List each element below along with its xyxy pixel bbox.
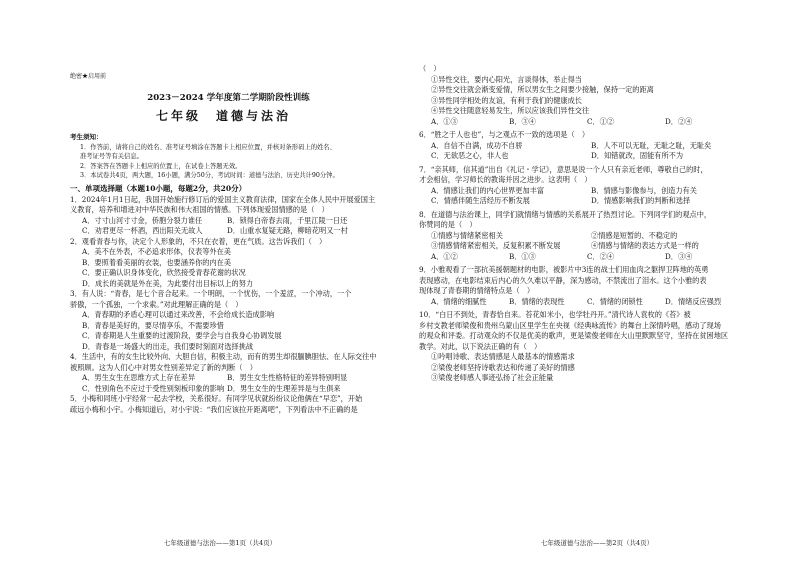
- option: A．情感让我们的内心世界更加丰富: [431, 185, 545, 195]
- option: D．青春是一场盛大的出走，我们要时刻面对选择挑战: [82, 341, 254, 351]
- option: B．锁得白帝春去雨，千里江陵一日还: [227, 215, 348, 225]
- option: B．情感与影像参与，创造力有关: [591, 185, 697, 195]
- question-7-cont: 才会相信，学习师长的教诲并因之进步。这表明（ ）: [419, 175, 592, 184]
- option: D．情绪反应强烈: [665, 296, 722, 306]
- statement-item: ②情感是短暂的、不稳定的: [591, 230, 678, 240]
- question-7-options: [419, 186, 766, 197]
- note-line: 3．本试卷共4页，两大题，16小题，满分50分，考试时间：道德与法治、历史共计90分钟。: [80, 172, 339, 179]
- question-1-cont: 义教育，培养和增进对中华民族和伟大祖国的情感。下列体现爱国情感的是（ ）: [70, 205, 329, 214]
- option: A．美不在外表，不必追求形体，仪表等外在美: [82, 247, 231, 256]
- question-5: 5．小梅和同班小宇经常一起去学校，关系很好。有同学见状就纷纷议论他俩在“早恋”，开始: [70, 394, 363, 403]
- question-8-cont: 你赞同的是（ ）: [419, 220, 477, 229]
- note-line: 2．答案答在答题卡上相应的位置上，在试卷上答题无效。: [80, 162, 242, 170]
- question-4: 4．生活中，有的女生比较外向、大胆自信，积极主动，而有的男生却很腼腆胆怯、在人际交往中: [70, 352, 377, 361]
- statement-item: ①异性交往，要内心阳光，言谈得体，举止得当: [431, 74, 582, 84]
- option: B．要照着看美丽的衣装，也要涵养你的内在美: [82, 257, 232, 267]
- question-8: 8．在道德与法治课上，同学们就情绪与情感的关系展开了热烈讨论。下列同学们的观点中，: [419, 209, 712, 219]
- question-10: 10．“白日不到处，青春恰自来。苔花如米小，也学牡丹开。”清代诗人袁枚的《苔》被: [419, 310, 691, 319]
- option: D．②④: [665, 116, 693, 126]
- note-line: 1．作答前，请将自己的姓名、准考证号填涂在答题卡上相应位置，并核对条形码上的姓名、: [80, 143, 336, 151]
- question-7: 7．“亲其师，信其道”出自《礼记・学记》，意思是说一个人只有亲近老师，尊敬自己的时，: [419, 164, 708, 174]
- option: A．①②: [431, 251, 458, 261]
- option: D．③④: [665, 251, 693, 261]
- option: B．①③: [509, 251, 536, 261]
- option: C．要正确认识身体变化，欣然接受青春花谢的状况: [82, 268, 246, 277]
- exam-year-title: 2023－2024 学年度第二学期阶段性训练: [147, 92, 310, 103]
- question-5-tail: （ ）: [419, 64, 441, 73]
- question-6: 6．“胜之于人也也”，与之观点不一致的选项是（ ）: [419, 130, 590, 139]
- question-1-options: [70, 226, 377, 237]
- question-9-cont: 表现感动，在电影结束后内心的久久难以平静，深为感动，不禁流出了泪水。这个小雅的表: [419, 275, 707, 285]
- option: A．青春期的矛盾心理可以通过来改善，不会给成长造成影响: [82, 310, 275, 319]
- exam-subject-title: 七年级 道德与法治: [155, 108, 291, 123]
- option: D．山重水复疑无路，柳暗花明又一村: [227, 226, 348, 235]
- statement-item: ①吟唱诗歌、表达情感是人最基本的情感需求: [431, 352, 575, 361]
- statement-item: ④异性交往随意轻易发生，所以应该我们异性交往: [431, 106, 590, 115]
- page-footer: 七年级道德与法治——第2页（共4页）: [540, 539, 654, 547]
- question-5-cont: 疏远小梅和小宇。小梅知道后，对小宇说：“我们应该拉开距离吧”，下列看法中不正确的是: [70, 404, 358, 414]
- option: C．情感伴随生活经历不断发展: [431, 196, 530, 205]
- question-10-cont: 的观众和评委。打动观众的不仅是优美的歌声，更是梁俊老师在大山里默默坚守，坚持在贫困地区: [419, 331, 729, 340]
- question-1: 1．2024年1月1日起，我国开始施行修订后的爱国主义教育法律，国家在全体人民中开展爱国主: [70, 194, 376, 204]
- question-10-cont: 乡村支教老师梁俊和贵州乌蒙山区里学生在央视《经典咏流传》的舞台上深情吟唱，感动了现场: [419, 320, 721, 330]
- option: C．性别角色不应过于受性别刻板印象的影响: [82, 383, 225, 393]
- question-6-options: [419, 151, 766, 162]
- question-8-statements: [419, 231, 766, 242]
- option: D．情感影响我们的判断和选择: [591, 196, 691, 205]
- question-9-cont: 现体现了青春期的情绪特点是（ ）: [419, 286, 535, 295]
- option: A．寸寸山河寸寸金，侨胞分裂力谁任: [82, 215, 203, 225]
- option: C．无欲恶之心，非人也: [431, 151, 509, 160]
- option: B．③④: [509, 116, 536, 126]
- question-3: 3．有人说：“青春，是七个音合起来。一个明朗，一个忧伤，一个羞涩，一个冲动，一个: [70, 289, 352, 298]
- question-4-options: [70, 384, 377, 395]
- option: B．情绪的表现性: [509, 296, 565, 306]
- question-10-cont: 教学。对此，以下说法正确的有（ ）: [419, 341, 542, 351]
- statement-item: ②梁俊老师坚持诗歌表达和传递了美好的情感: [431, 362, 575, 372]
- page-2: [397, 0, 794, 561]
- secret-label: 绝密★启用前: [70, 73, 107, 80]
- question-8-statements: [419, 241, 766, 252]
- option: B．青春是美好的，要尽情享乐，不需要珍惜: [82, 320, 224, 330]
- option: A．①③: [431, 116, 458, 126]
- question-6-options: [419, 141, 766, 152]
- question-7-options: [419, 196, 766, 207]
- option: D．成长的美就是外在美，为此要付出目标以上的努力: [82, 278, 254, 288]
- option: B．男生女生性格特征的差异特别明显: [227, 373, 348, 382]
- question-4-options: [70, 373, 377, 384]
- option: D．知错就改，固能有所不为: [591, 151, 684, 160]
- question-5-options: [419, 117, 766, 128]
- statement-item: ③情感情绪紧密相关，反复积累不断发展: [431, 241, 561, 250]
- option: C．②④: [587, 251, 615, 261]
- option: B．人不可以无耻，无耻之耻，无耻矣: [591, 140, 712, 150]
- question-8-options: [419, 252, 766, 263]
- option: D．男生女生的生理差异是与生俱来: [227, 383, 341, 393]
- statement-item: ①情感与情绪紧密相关: [431, 230, 503, 240]
- statement-item: ④情感与情绪的表达方式是一样的: [591, 241, 699, 250]
- question-2: 2．观看青春与你，决定个人形象的，不只在衣着，更在气质。这告诉我们（ ）: [70, 236, 327, 246]
- statement-item: ③梁俊老师感人事迹弘扬了社会正能量: [431, 373, 554, 382]
- option: A．男生女生在思维方式上存在差异: [82, 373, 196, 382]
- option: C．①②: [587, 116, 615, 126]
- option: C．青春期是人生重要的过渡阶段，要学会与自我身心协调发展: [82, 331, 282, 340]
- page-footer: 七年级道德与法治——第1页（共4页）: [163, 539, 277, 547]
- note-line: 准考证号等有关信息。: [80, 153, 143, 160]
- question-1-options: [70, 216, 377, 227]
- statement-item: ③异性同学相处的友谊，有利于我们的健康成长: [431, 95, 582, 105]
- option: A．自信不自满，成功不自骄: [431, 140, 523, 150]
- question-4-cont: 被照顾。这为人们心中对男女性别差异定了新的判断（ ）: [70, 362, 257, 372]
- question-3-cont: 骄傲，一个孤独，一个求索。”对此理解正确的是（ ）: [70, 299, 243, 309]
- question-9-options: [419, 297, 766, 308]
- option: A．情绪的细腻性: [431, 296, 487, 306]
- statement-item: ②异性交往就会渐变爱情，所以男女生之间要少接触，保持一定的距离: [431, 85, 654, 94]
- question-9: 9．小雅观看了一部抗美援朝题材的电影，被影片中3连的战士们用血肉之躯捍卫阵地的英勇: [419, 265, 709, 274]
- option: C．情绪的闭锁性: [587, 296, 643, 306]
- section-heading: 一、单项选择题（本题10小题，每题2分，共20分）: [70, 183, 247, 193]
- option: C．劝君更尽一杯酒，西出阳关无故人: [82, 226, 203, 235]
- notes-heading: 考生须知：: [70, 132, 103, 141]
